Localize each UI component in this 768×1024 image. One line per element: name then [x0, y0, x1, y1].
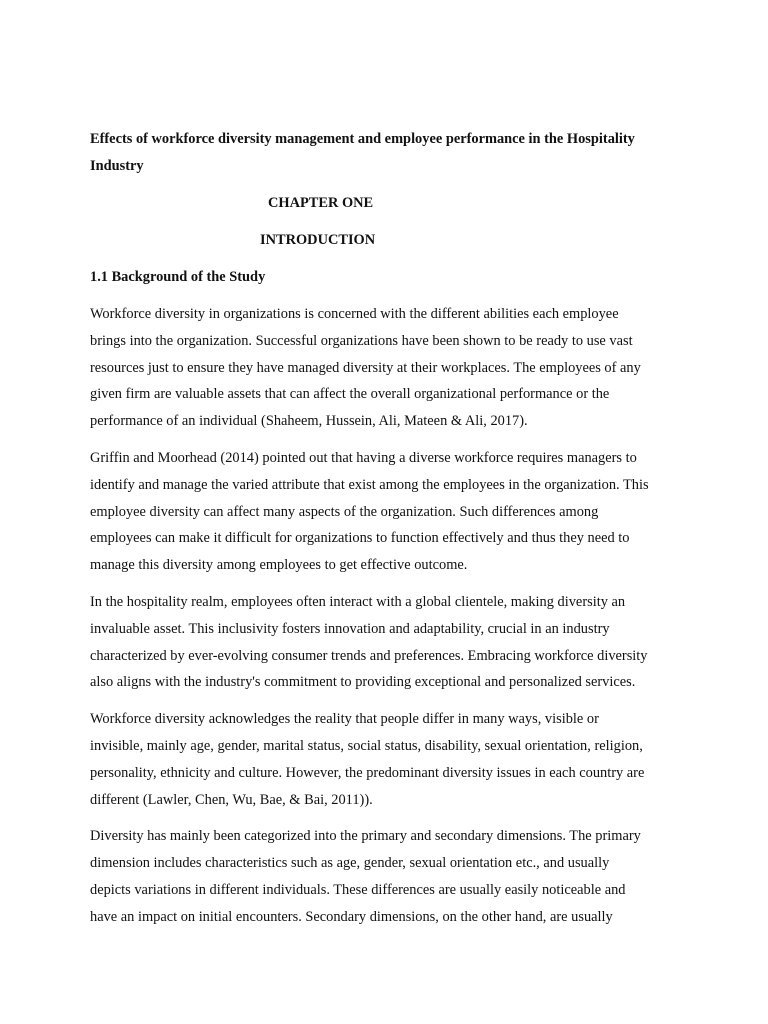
paragraph-line: Diversity has mainly been categorized into the primary and secondary dimensions. The primary: [90, 828, 641, 845]
paragraph-line: employees can make it difficult for organizations to function effectively and thus they need to: [90, 530, 630, 547]
paragraph-line: characterized by ever-evolving consumer trends and preferences. Embracing workforce diversity: [90, 647, 648, 664]
paragraph-line: Workforce diversity in organizations is concerned with the different abilities each employee: [90, 306, 619, 322]
paragraph: [90, 445, 680, 579]
paragraph-line: invisible, mainly age, gender, marital status, social status, disability, sexual orientation, religion,: [90, 737, 643, 754]
paragraph-line: Workforce diversity acknowledges the reality that people differ in many ways, visible or: [90, 711, 599, 728]
paragraph: [90, 706, 680, 813]
chapter-number: CHAPTER ONE: [268, 195, 374, 211]
section-heading: 1.1 Background of the Study: [90, 269, 266, 285]
paragraph-line: dimension includes characteristics such as age, gender, sexual orientation etc., and usually: [90, 855, 610, 872]
document-content: [90, 126, 680, 941]
paragraph-line: have an impact on initial encounters. Secondary dimensions, on the other hand, are usually: [90, 908, 613, 925]
paragraph-line: brings into the organization. Successful organizations have been shown to be ready to use vast: [90, 332, 633, 349]
paragraph-line: also aligns with the industry's commitment to providing exceptional and personalized services.: [90, 674, 636, 691]
paragraph-line: Griffin and Moorhead (2014) pointed out that having a diverse workforce requires managers to: [90, 449, 637, 466]
paragraph-line: employee diversity can affect many aspects of the organization. Such differences among: [90, 503, 599, 520]
paragraph-line: given firm are valuable assets that can affect the overall organizational performance or the: [90, 386, 610, 403]
paragraph: [90, 589, 680, 696]
paragraph: [90, 823, 680, 930]
paragraph: [90, 301, 680, 435]
paragraph-line: resources just to ensure they have managed diversity at their workplaces. The employees of any: [90, 359, 641, 376]
title-line: Industry: [90, 158, 144, 174]
chapter-title: INTRODUCTION: [260, 232, 376, 248]
paragraph-line: identify and manage the varied attribute that exist among the employees in the organization. This: [90, 476, 649, 493]
paragraph-line: invaluable asset. This inclusivity fosters innovation and adaptability, crucial in an industry: [90, 620, 610, 637]
paragraph-line: In the hospitality realm, employees often interact with a global clientele, making diversity an: [90, 593, 626, 610]
title-line: Effects of workforce diversity management and employee performance in the Hospitality: [90, 131, 635, 147]
paragraph-line: performance of an individual (Shaheem, Hussein, Ali, Mateen & Ali, 2017).: [90, 413, 528, 430]
paragraph-line: personality, ethnicity and culture. However, the predominant diversity issues in each country are: [90, 764, 645, 781]
paragraph-line: different (Lawler, Chen, Wu, Bae, & Bai, 2011)).: [90, 791, 373, 808]
paragraph-line: manage this diversity among employees to get effective outcome.: [90, 557, 468, 574]
document-title: [90, 126, 680, 180]
paragraph-line: depicts variations in different individuals. These differences are usually easily noticeable and: [90, 881, 626, 898]
